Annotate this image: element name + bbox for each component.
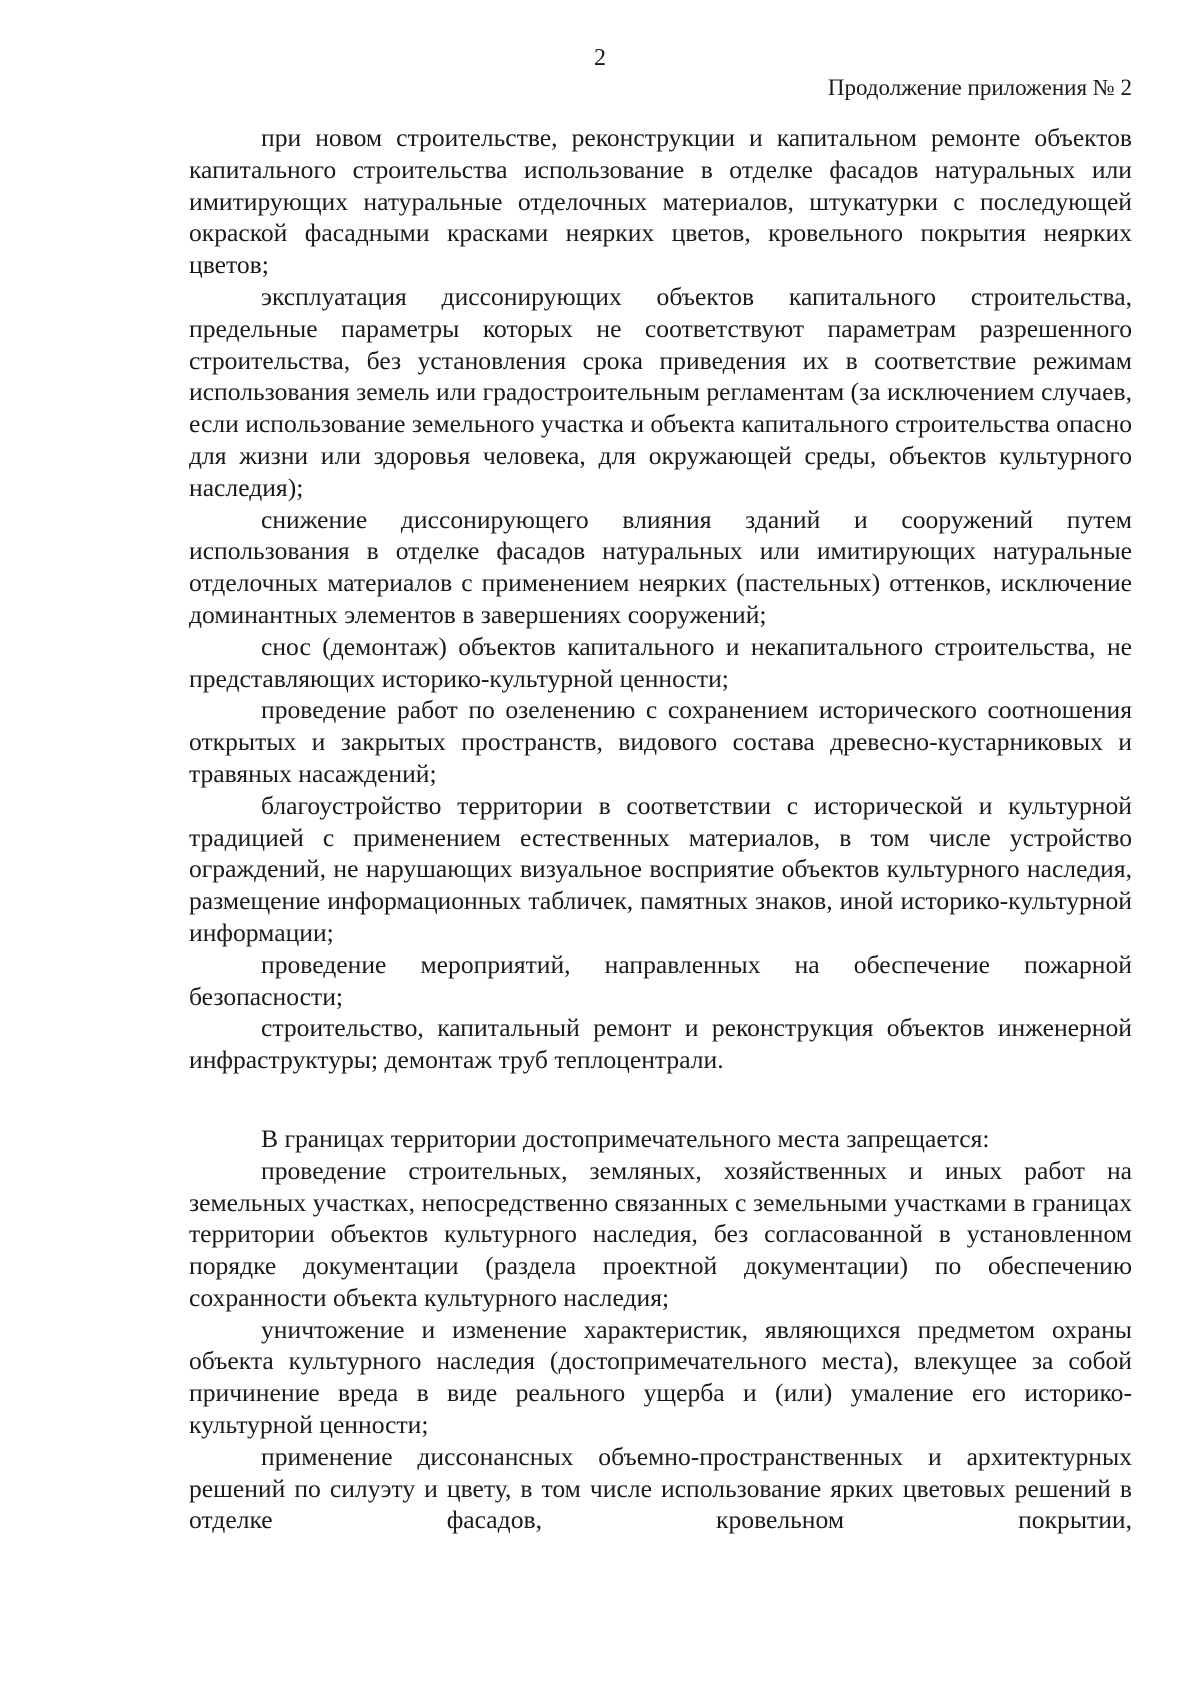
paragraph-permitted-1: при новом строительстве, реконструкции и капитальном ремонте объектов капитального строительства использование в отделке фасадов натуральных или имитирующих натуральные отделочных материалов, штукатурки с последующей окраской фасадными красками неярких цветов, кровельного покрытия неярких цветов; (189, 123, 1132, 280)
paragraph-prohibited-3: применение диссонансных объемно-пространственных и архитектурных решений по силуэту и цвету, в том числе использование ярких цветовых решений в отделке фасадов, кровельном покрытии, (189, 1441, 1132, 1535)
paragraph-prohibited-2: уничтожение и изменение характеристик, являющихся предметом охраны объекта культурного наследия (достопримечательного места), влекущее за собой причинение вреда в виде реального ущерба и (или) умаление его историко-культурной ценности; (189, 1314, 1132, 1440)
appendix-continuation-note: Продолжение приложения № 2 (827, 75, 1132, 100)
prohibited-section-heading: В границах территории достопримечательного места запрещается: (261, 1123, 990, 1153)
paragraph-permitted-7: проведение мероприятий, направленных на обеспечение пожарной безопасности; (189, 949, 1132, 1011)
paragraph-prohibited-1: проведение строительных, земляных, хозяйственных и иных работ на земельных участках, непосредственно связанных с земельными участками в границах территории объектов культурного наследия, без согласованной в установленном порядке документации (раздела проектной документации) по обеспечению сохранности объекта культурного наследия; (189, 1155, 1132, 1312)
paragraph-permitted-6: благоустройство территории в соответствии с исторической и культурной традицией с применением естественных материалов, в том числе устройство ограждений, не нарушающих визуальное восприятие объектов культурного наследия, размещение информационных табличек, памятных знаков, иной историко-культурной информации; (189, 790, 1132, 947)
page-number: 2 (594, 45, 606, 71)
paragraph-permitted-4: снос (демонтаж) объектов капитального и некапитального строительства, не представляющих историко-культурной ценности; (189, 631, 1132, 693)
document-body (189, 122, 1132, 1536)
paragraph-permitted-2: эксплуатация диссонирующих объектов капитального строительства, предельные параметры которых не соответствуют параметрам разрешенного строительства, без установления срока приведения их в соответствие режимам использования земель или градостроительным регламентам (за исключением случаев, если использование земельного участка и объекта капитального строительства опасно для жизни или здоровья человека, для окружающей среды, объектов культурного наследия); (189, 281, 1132, 502)
section-spacer (189, 1076, 1132, 1123)
paragraph-permitted-8: строительство, капитальный ремонт и реконструкция объектов инженерной инфраструктуры; демонтаж труб теплоцентрали. (189, 1013, 1132, 1075)
paragraph-permitted-3: снижение диссонирующего влияния зданий и сооружений путем использования в отделке фасадов натуральных или имитирующих натуральные отделочных материалов с применением неярких (пастельных) оттенков, исключение доминантных элементов в завершениях сооружений; (189, 504, 1132, 629)
paragraph-permitted-5: проведение работ по озеленению с сохранением исторического соотношения открытых и закрытых пространств, видового состава древесно-кустарниковых и травяных насаждений; (189, 695, 1132, 788)
